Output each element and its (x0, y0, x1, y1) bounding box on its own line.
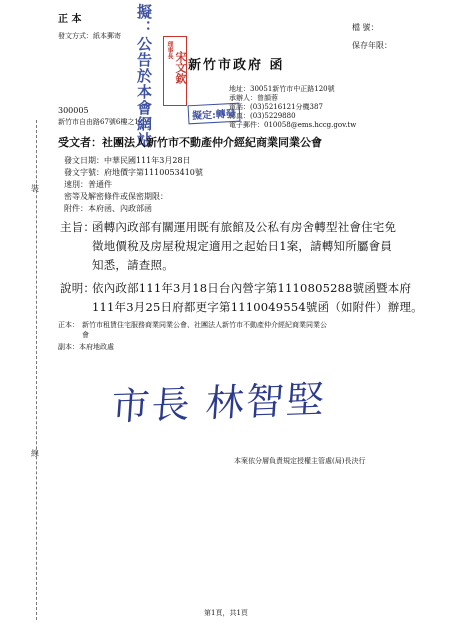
seal-name: 宋文欽 (174, 51, 187, 84)
subject-line-1: 函轉內政部有關運用既有旅館及公私有房舍轉型社會住宅免 (92, 220, 397, 234)
secrecy: 密等及解密條件或保密期限： (64, 192, 168, 201)
recipient-zip: 300005 (58, 106, 89, 115)
send-method: 發文方式：紙本郵寄 (58, 32, 121, 40)
main-copy-line-2: 會 (82, 331, 89, 339)
binding-mark: 裝 (31, 184, 39, 193)
mayor-signature: 市長 林智堅 (109, 377, 328, 429)
draft-stamp: 擬定:轉發 (188, 103, 241, 125)
seal-title: 理事長 (166, 41, 173, 59)
explanation-label: 說明： (60, 281, 96, 295)
contact-fax: 傳真：(03)5229880 (229, 112, 296, 120)
subject-line-2: 徵地價稅及房屋稅規定適用之起始日1案，請轉知所屬會員 (92, 239, 393, 253)
retention-label: 保存年限： (352, 41, 392, 50)
explanation-line-1: 依內政部111年3月18日台內營字第1110805288號函暨本府 (92, 281, 412, 295)
contact-email: 電子郵件：010058@ems.hccg.gov.tw (229, 121, 357, 129)
contact-phone: 電話：(03)5216121分機387 (229, 103, 323, 111)
file-number-label: 檔 號： (352, 23, 379, 32)
recipient-address: 新竹市自由路67號6樓之1 (58, 118, 139, 126)
agency-title: 新竹市政府 函 (188, 58, 285, 73)
cc-copy: 副本：本府地政處 (58, 343, 114, 351)
issue-date: 發文日期：中華民國111年3月28日 (64, 156, 191, 165)
explanation-line-2: 111年3月25日府都更字第1110049554號函（如附件）辦理。 (92, 300, 423, 314)
recipient-line: 受文者：社團法人新竹市不動產仲介經紀商業同業公會 (58, 136, 322, 149)
subject-line-3: 知悉，請查照。 (92, 258, 174, 272)
authorization-note: 本案依分層負責規定授權主管處(局)長決行 (234, 457, 366, 465)
contact-address: 地址：30051新竹市中正路120號 (229, 85, 335, 93)
main-copy-line-1: 新竹市租賃住宅服務商業同業公會、社團法人新竹市不動產仲介經紀商業同業公 (82, 321, 327, 329)
chairman-seal (163, 36, 187, 106)
attachments: 附件：本府函、內政部函 (64, 204, 152, 213)
main-copy-label: 正本： (58, 321, 79, 329)
bulletin-stamp: 擬：公告於本會網站 (135, 4, 153, 148)
subject-label: 主旨： (60, 220, 96, 234)
copy-type: 正 本 (58, 14, 82, 25)
binding-line (36, 120, 37, 620)
page-footer: 第1頁，共1頁 (204, 609, 248, 617)
contact-handler: 承辦人：曾韻蓉 (229, 94, 278, 102)
speed: 速別：普通件 (64, 180, 112, 189)
line-mark: 線 (31, 449, 39, 458)
doc-number: 發文字號：府地價字第1110053410號 (64, 168, 203, 177)
